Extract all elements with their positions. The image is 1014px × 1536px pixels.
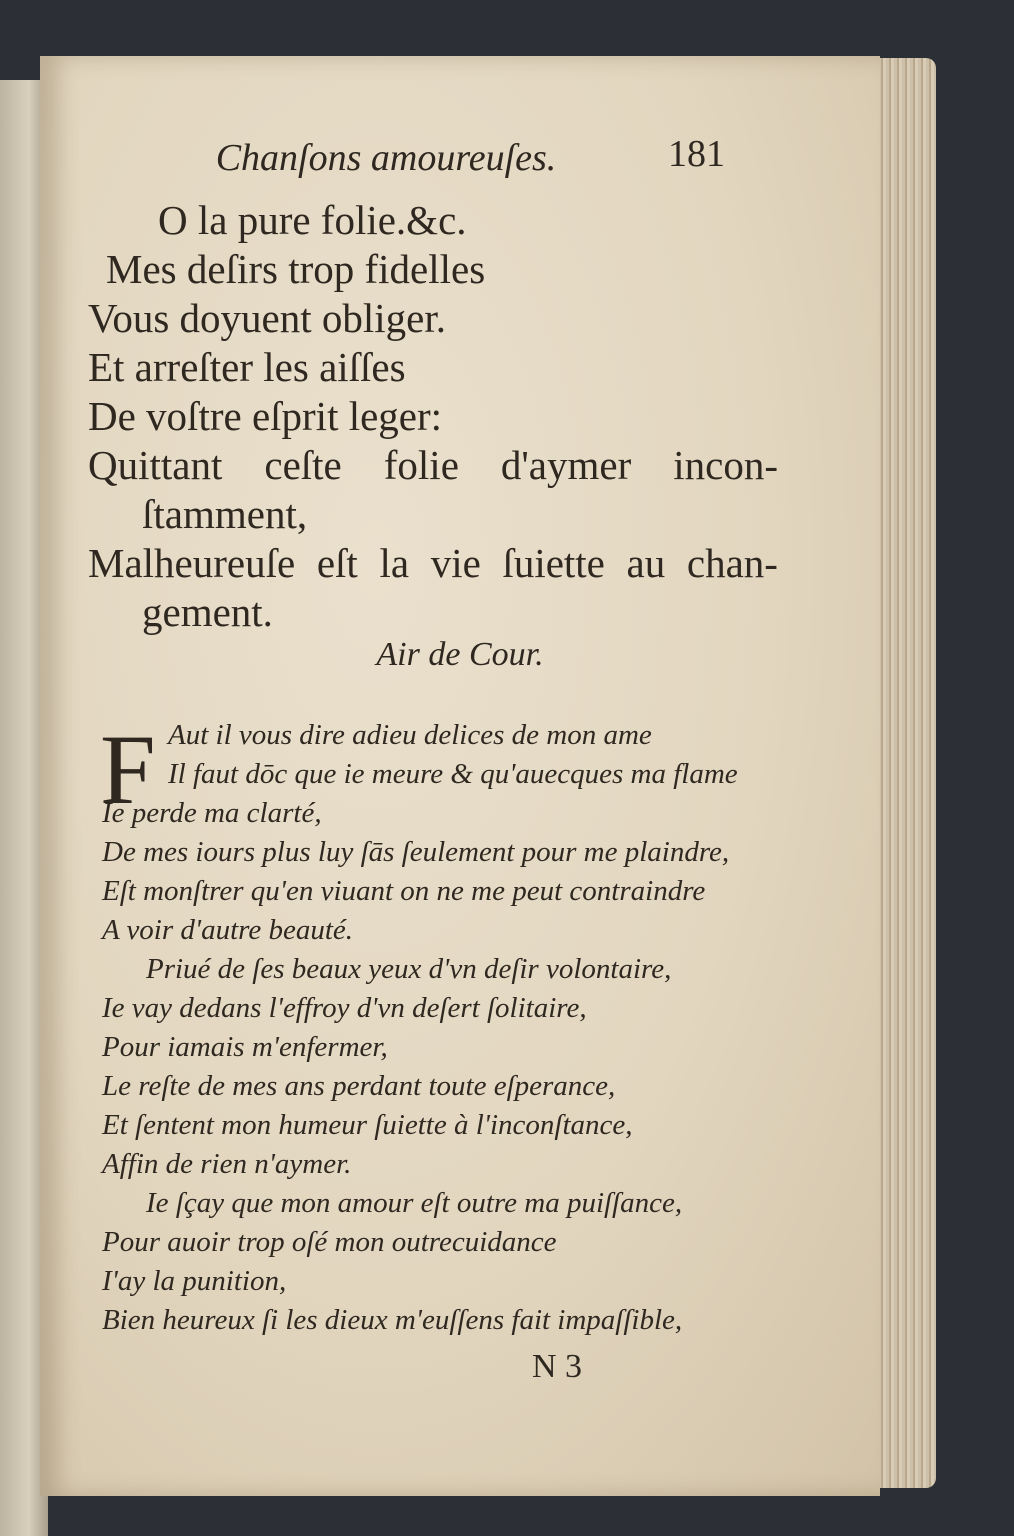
refrain-word: au (626, 540, 666, 586)
refrain-word: incon- (673, 442, 778, 488)
stanza-line: Vous doyuent obliger. (88, 295, 446, 341)
song-line: Eſt monſtrer qu'en viuant on ne me peut contraindre (102, 875, 706, 907)
song-line: Ie ſçay que mon amour eſt outre ma puiſſance, (146, 1187, 683, 1219)
poem-stanza (88, 196, 778, 637)
stanza-line: Mes deſirs trop fidelles (106, 246, 486, 292)
refrain-word: la (379, 540, 410, 586)
song-line: A voir d'autre beauté. (102, 914, 354, 946)
refrain-word: chan- (686, 540, 778, 586)
running-head: Chanſons amoureuſes. (215, 137, 557, 179)
song-line: Il faut dōc que ie meure & qu'auecques ma flame (168, 758, 738, 790)
song-line: Affin de rien n'aymer. (102, 1148, 352, 1180)
refrain-word: ceſte (264, 442, 342, 488)
song-line: I'ay la punition, (102, 1265, 287, 1297)
section-title: Air de Cour. (376, 636, 544, 673)
refrain-word: eſt (316, 540, 358, 586)
stanza-line: O la pure folie.&c. (158, 197, 467, 243)
signature-mark: N 3 (532, 1348, 583, 1385)
song-line: Ie vay dedans l'effroy d'vn deſert ſolitaire, (102, 992, 587, 1024)
stanza-line: De voſtre eſprit leger: (88, 393, 443, 439)
song-line: Bien heureux ſi les dieux m'euſſens fait impaſſible, (102, 1304, 683, 1336)
refrain-word: vie (430, 540, 481, 586)
page-number: 181 (668, 133, 725, 175)
song-line: Pour auoir trop oſé mon outrecuidance (102, 1226, 557, 1258)
song-text (102, 716, 782, 1340)
song-line: Aut il vous dire adieu delices de mon ame (168, 719, 652, 751)
refrain-word: ſuiette (502, 540, 605, 586)
refrain-line (88, 441, 778, 490)
song-line: Le reſte de mes ans perdant toute eſperance, (102, 1070, 616, 1102)
refrain-word: Malheureuſe (88, 540, 296, 586)
song-line: Ie perde ma clarté, (102, 797, 322, 829)
refrain-line (88, 539, 778, 588)
song-line: Et ſentent mon humeur ſuiette à l'inconſtance, (102, 1109, 633, 1141)
refrain-word: folie (383, 442, 459, 488)
refrain-line: ſtamment, (142, 491, 308, 537)
song-line: De mes iours plus luy ſās ſeulement pour me plaindre, (102, 836, 730, 868)
refrain-word: d'aymer (500, 442, 632, 488)
drop-capital: F (100, 714, 156, 825)
song-line: Priué de ſes beaux yeux d'vn deſir volontaire, (146, 953, 672, 985)
refrain-word: Quittant (88, 442, 223, 488)
song-line: Pour iamais m'enfermer, (102, 1031, 388, 1063)
refrain-line: gement. (142, 589, 273, 635)
stanza-line: Et arreſter les aiſſes (88, 344, 406, 390)
